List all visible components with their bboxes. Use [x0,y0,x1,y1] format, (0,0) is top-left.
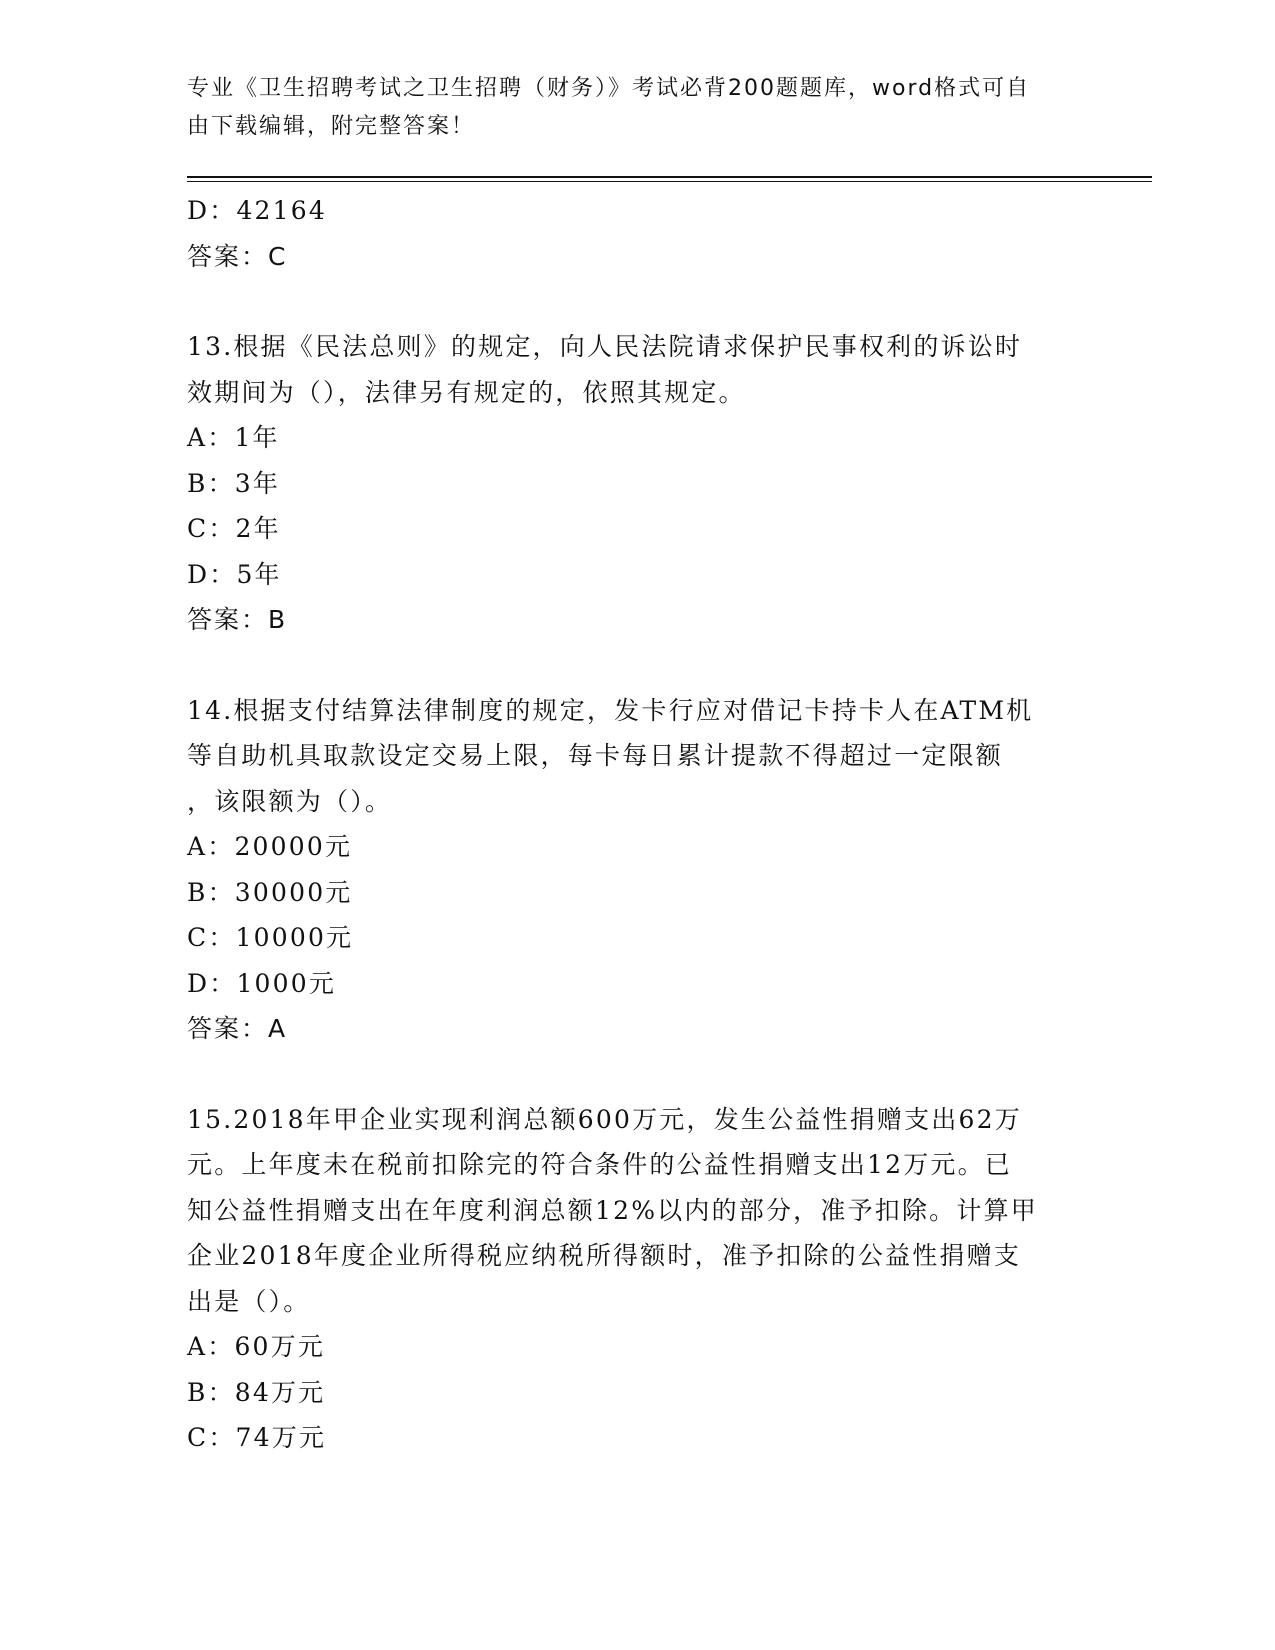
option-c: C：10000元 [187,923,354,952]
question-text-line: 效期间为（），法律另有规定的，依照其规定。 [187,377,746,407]
option-d: D：5年 [187,559,282,589]
option-a: A：1年 [187,423,280,452]
question-13 [187,324,1067,643]
question-text-line: ，该限额为（）。 [187,786,393,816]
question-14 [187,688,1067,1052]
question-text-line: 14.根据支付结算法律制度的规定，发卡行应对借记卡持卡人在ATM机 [187,695,1034,725]
question-12-tail [187,188,1067,279]
option-d: D：42164 [187,196,327,225]
option-c: C：2年 [187,514,281,543]
question-text-line: 企业2018年度企业所得税应纳税所得额时，准予扣除的公益性捐赠支 [187,1241,1022,1270]
question-text-line: 知公益性捐赠支出在年度利润总额12%以内的部分，准予扣除。计算甲 [187,1195,1038,1225]
answer-label: 答案：A [187,1014,288,1043]
question-text-line: 等自助机具取款设定交易上限，每卡每日累计提款不得超过一定限额 [187,741,1004,770]
question-content [187,188,1067,1461]
question-text-line: 元。上年度未在税前扣除完的符合条件的公益性捐赠支出12万元。已 [187,1150,1013,1179]
question-15 [187,1097,1067,1461]
answer-label: 答案：C [187,241,288,271]
answer-label: 答案：B [187,605,288,634]
option-b: B：3年 [187,468,281,498]
option-a: A：20000元 [187,832,353,861]
question-text-line: 出是（）。 [187,1286,311,1316]
document-header [187,70,1067,146]
option-a: A：60万元 [187,1332,326,1361]
question-text-line: 15.2018年甲企业实现利润总额600万元，发生公益性捐赠支出62万 [187,1104,1022,1134]
header-rule-thin [187,181,1152,182]
option-b: B：84万元 [187,1377,326,1407]
option-b: B：30000元 [187,877,353,907]
option-d: D：1000元 [187,968,337,998]
header-line-1: 专业《卫生招聘考试之卫生招聘（财务）》考试必背200题题库，word格式可自 [187,76,1031,101]
question-text-line: 13.根据《民法总则》的规定，向人民法院请求保护民事权利的诉讼时 [187,332,1023,361]
header-line-2: 由下载编辑，附完整答案！ [187,114,476,139]
header-rule-thick [187,176,1152,178]
option-c: C：74万元 [187,1423,327,1452]
